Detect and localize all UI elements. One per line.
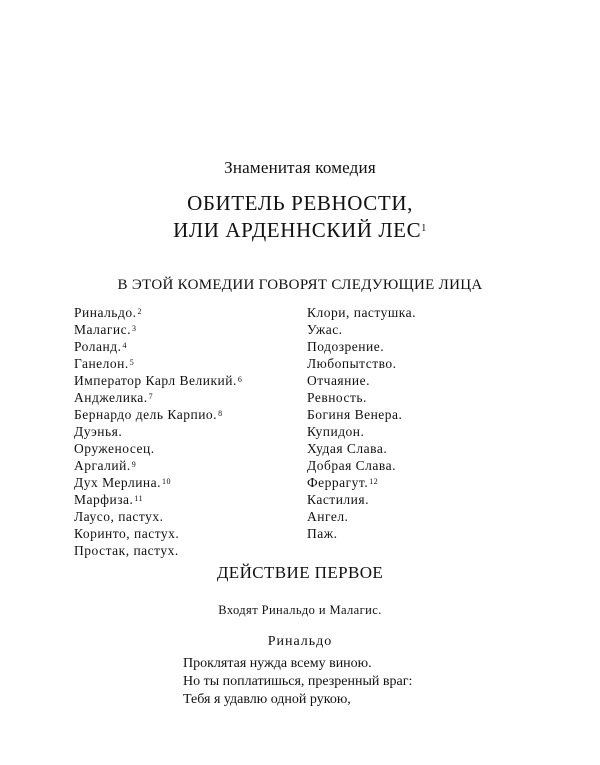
character-name: Ревность. <box>307 390 367 405</box>
cast-item <box>307 440 416 457</box>
character-name: Худая Слава. <box>307 441 388 456</box>
cast-list-right <box>307 304 416 542</box>
cast-item <box>74 321 242 338</box>
cast-item <box>74 542 242 559</box>
character-name: Добрая Слава. <box>307 458 396 473</box>
character-name: Марфиза. <box>74 492 134 507</box>
character-name: Купидон. <box>307 424 365 439</box>
cast-item <box>74 355 242 372</box>
character-name: Кастилия. <box>307 492 369 507</box>
stage-direction: Входят Ринальдо и Малагис. <box>218 603 382 617</box>
footnote-marker: 12 <box>369 477 379 486</box>
footnote-marker: 4 <box>122 341 127 350</box>
character-name: Коринто, пастух. <box>74 526 180 541</box>
cast-item <box>307 457 416 474</box>
verse-line: Тебя я удавлю одной рукою, <box>183 692 351 707</box>
footnote-marker: 3 <box>131 324 137 333</box>
cast-item <box>74 457 242 474</box>
cast-item <box>74 508 242 525</box>
cast-item <box>307 508 416 525</box>
cast-item <box>307 474 416 491</box>
verse-line: Но ты поплатишься, презренный враг: <box>183 674 413 689</box>
cast-item <box>74 338 242 355</box>
cast-item <box>307 372 416 389</box>
character-name: Ужас. <box>307 322 343 337</box>
cast-item <box>307 355 416 372</box>
title-kicker: Знаменитая комедия <box>224 158 376 177</box>
character-name: Ганелон. <box>74 356 129 371</box>
verse-lines <box>183 655 412 709</box>
character-name: Оруженосец. <box>74 441 155 456</box>
speaker-name: Ринальдо <box>267 634 333 649</box>
cast-item <box>74 474 242 491</box>
character-name: Бернардо дель Карпио. <box>74 407 218 422</box>
cast-heading: В ЭТОЙ КОМЕДИИ ГОВОРЯТ СЛЕДУЮЩИЕ ЛИЦА <box>117 277 483 293</box>
character-name: Малагис. <box>74 322 131 337</box>
cast-item <box>307 304 416 321</box>
play-title <box>0 190 600 244</box>
cast-item <box>74 491 242 508</box>
character-name: Лаусо, пастух. <box>74 509 164 524</box>
footnote-marker: 7 <box>148 392 154 401</box>
cast-item <box>307 321 416 338</box>
title-footnote-marker: 1 <box>421 223 427 234</box>
character-name: Ринальдо. <box>74 305 137 320</box>
title-line-2-text: ИЛИ АРДЕННСКИЙ ЛЕС <box>173 218 422 242</box>
footnote-marker: 2 <box>137 307 142 316</box>
character-name: Феррагут. <box>307 475 369 490</box>
character-name: Любопытство. <box>307 356 397 371</box>
cast-item <box>74 525 242 542</box>
cast-item <box>74 440 242 457</box>
footnote-marker: 8 <box>218 409 223 418</box>
character-name: Подозрение. <box>307 339 385 354</box>
character-name: Простак, пастух. <box>74 543 179 558</box>
character-name: Роланд. <box>74 339 122 354</box>
character-name: Ангел. <box>307 509 349 524</box>
character-name: Паж. <box>307 526 338 541</box>
verse-line: Проклятая нужда всему виною. <box>183 656 372 671</box>
footnote-marker: 6 <box>237 375 243 384</box>
character-name: Богиня Венера. <box>307 407 403 422</box>
character-name: Отчаяние. <box>307 373 370 388</box>
title-line-1: ОБИТЕЛЬ РЕВНОСТИ, <box>187 191 413 215</box>
footnote-marker: 11 <box>134 494 144 503</box>
cast-item <box>307 525 416 542</box>
cast-item <box>307 423 416 440</box>
character-name: Дуэнья. <box>74 424 123 439</box>
cast-item <box>307 389 416 406</box>
cast-item <box>307 338 416 355</box>
footnote-marker: 9 <box>131 460 137 469</box>
footnote-marker: 10 <box>162 477 172 486</box>
cast-item <box>74 372 242 389</box>
cast-item <box>74 304 242 321</box>
character-name: Дух Мерлина. <box>74 475 162 490</box>
act-heading: ДЕЙСТВИЕ ПЕРВОЕ <box>216 563 384 582</box>
character-name: Аргалий. <box>74 458 131 473</box>
character-name: Анджелика. <box>74 390 148 405</box>
footnote-marker: 5 <box>129 358 135 367</box>
cast-item <box>74 389 242 406</box>
cast-item <box>74 406 242 423</box>
cast-item <box>307 491 416 508</box>
title-line-2 <box>0 217 600 244</box>
cast-item <box>307 406 416 423</box>
cast-list-left <box>74 304 242 559</box>
character-name: Клори, пастушка. <box>307 305 417 320</box>
character-name: Император Карл Великий. <box>74 373 237 388</box>
cast-item <box>74 423 242 440</box>
